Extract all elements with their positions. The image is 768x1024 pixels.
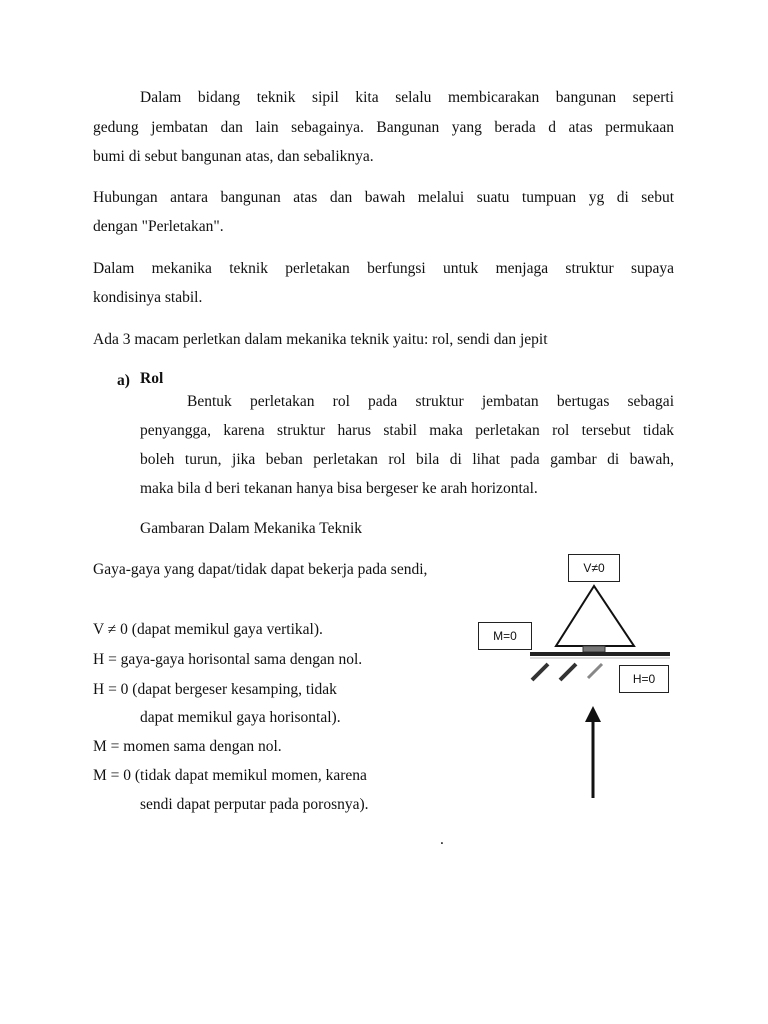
- intro-line-3: bumi di sebut bangunan atas, dan sebaliknya.: [93, 148, 374, 165]
- para3-line-2: kondisinya stabil.: [93, 289, 203, 306]
- section-a-marker: a): [117, 372, 130, 389]
- support-triangle: [556, 586, 634, 646]
- section-a-line-1: Bentuk perletakan rol pada struktur jembatan bertugas sebagai: [187, 393, 674, 410]
- m-label-box: M=0: [478, 622, 532, 650]
- hatch-mark: [532, 664, 548, 680]
- force-arrow-head: [585, 706, 601, 722]
- intro-line-2: gedung jembatan dan lain sebagainya. Bangunan yang berada d atas permukaan: [93, 119, 674, 136]
- section-a-caption: Gambaran Dalam Mekanika Teknik: [140, 520, 363, 537]
- para3-line-1: Dalam mekanika teknik perletakan berfungsi untuk menjaga struktur supaya: [93, 260, 674, 277]
- v-label-box: V≠0: [568, 554, 620, 582]
- force-line-1: V ≠ 0 (dapat memikul gaya vertikal).: [93, 621, 323, 638]
- footer-mark: .: [440, 831, 444, 848]
- hatch-mark: [588, 664, 602, 678]
- section-a-line-4: maka bila d beri tekanan hanya bisa bergeser ke arah horizontal.: [140, 480, 538, 497]
- para4-line: Ada 3 macam perletkan dalam mekanika teknik yaitu: rol, sendi dan jepit: [93, 331, 548, 348]
- section-a-line-3: boleh turun, jika beban perletakan rol bila di lihat pada gambar di bawah,: [140, 451, 674, 468]
- intro-line-1: Dalam bidang teknik sipil kita selalu membicarakan bangunan seperti: [140, 89, 674, 106]
- hatch-mark: [560, 664, 576, 680]
- ground-line: [530, 652, 670, 656]
- force-line-4: dapat memikul gaya horisontal).: [140, 709, 341, 726]
- force-line-6: M = 0 (tidak dapat memikul momen, karena: [93, 767, 367, 784]
- forces-heading: Gaya-gaya yang dapat/tidak dapat bekerja pada sendi,: [93, 561, 428, 578]
- force-line-3: H = 0 (dapat bergeser kesamping, tidak: [93, 681, 337, 698]
- section-a-title: Rol: [140, 370, 164, 387]
- support-diagram: [470, 548, 680, 808]
- h-label-box: H=0: [619, 665, 669, 693]
- pin-block: [583, 646, 605, 652]
- force-line-5: M = momen sama dengan nol.: [93, 738, 282, 755]
- force-line-2: H = gaya-gaya horisontal sama dengan nol.: [93, 651, 363, 668]
- para2-line-1: Hubungan antara bangunan atas dan bawah melalui suatu tumpuan yg di sebut: [93, 189, 674, 206]
- section-a-line-2: penyangga, karena struktur harus stabil maka perletakan rol tersebut tidak: [140, 422, 674, 439]
- para2-line-2: dengan "Perletakan".: [93, 218, 224, 235]
- force-line-7: sendi dapat perputar pada porosnya).: [140, 796, 369, 813]
